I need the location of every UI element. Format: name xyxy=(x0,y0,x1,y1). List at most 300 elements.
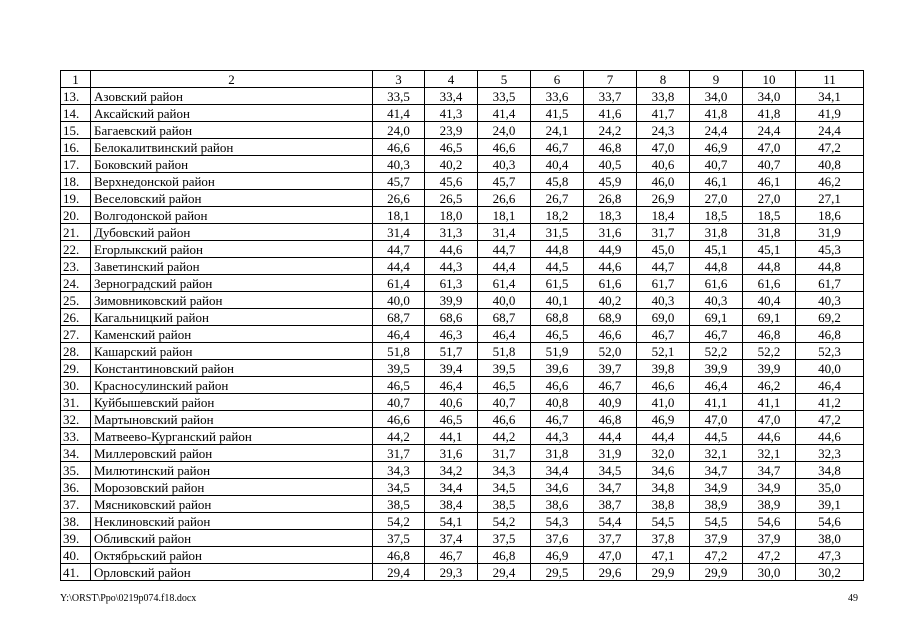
header-cell: 7 xyxy=(584,71,637,88)
value-cell: 39,9 xyxy=(690,360,743,377)
header-cell: 3 xyxy=(373,71,425,88)
value-cell: 34,5 xyxy=(478,479,531,496)
value-cell: 45,7 xyxy=(373,173,425,190)
value-cell: 46,3 xyxy=(425,326,478,343)
row-number: 28. xyxy=(61,343,91,360)
row-number: 33. xyxy=(61,428,91,445)
district-name: Октябрьский район xyxy=(91,547,373,564)
value-cell: 32,1 xyxy=(690,445,743,462)
value-cell: 44,7 xyxy=(478,241,531,258)
value-cell: 61,5 xyxy=(531,275,584,292)
table-row xyxy=(61,326,864,343)
value-cell: 47,0 xyxy=(743,139,796,156)
value-cell: 47,0 xyxy=(637,139,690,156)
value-cell: 44,4 xyxy=(373,258,425,275)
value-cell: 44,6 xyxy=(743,428,796,445)
value-cell: 34,2 xyxy=(425,462,478,479)
value-cell: 54,3 xyxy=(531,513,584,530)
table-row xyxy=(61,122,864,139)
table-row xyxy=(61,224,864,241)
table-row xyxy=(61,530,864,547)
value-cell: 34,4 xyxy=(425,479,478,496)
value-cell: 38,8 xyxy=(637,496,690,513)
row-number: 15. xyxy=(61,122,91,139)
value-cell: 54,6 xyxy=(796,513,864,530)
value-cell: 46,5 xyxy=(425,411,478,428)
value-cell: 46,4 xyxy=(373,326,425,343)
table-row xyxy=(61,309,864,326)
value-cell: 44,1 xyxy=(425,428,478,445)
value-cell: 44,4 xyxy=(584,428,637,445)
value-cell: 30,0 xyxy=(743,564,796,581)
value-cell: 40,0 xyxy=(796,360,864,377)
value-cell: 40,3 xyxy=(637,292,690,309)
district-name: Неклиновский район xyxy=(91,513,373,530)
value-cell: 46,6 xyxy=(531,377,584,394)
value-cell: 24,0 xyxy=(478,122,531,139)
value-cell: 52,2 xyxy=(743,343,796,360)
value-cell: 52,2 xyxy=(690,343,743,360)
value-cell: 46,6 xyxy=(373,411,425,428)
value-cell: 46,4 xyxy=(796,377,864,394)
value-cell: 40,3 xyxy=(796,292,864,309)
value-cell: 47,0 xyxy=(584,547,637,564)
table-row xyxy=(61,173,864,190)
page-number: 49 xyxy=(848,593,858,604)
district-name: Волгодонской район xyxy=(91,207,373,224)
value-cell: 31,8 xyxy=(690,224,743,241)
value-cell: 46,6 xyxy=(373,139,425,156)
value-cell: 54,1 xyxy=(425,513,478,530)
value-cell: 46,6 xyxy=(584,326,637,343)
value-cell: 31,8 xyxy=(531,445,584,462)
value-cell: 68,9 xyxy=(584,309,637,326)
value-cell: 24,4 xyxy=(690,122,743,139)
table-row xyxy=(61,190,864,207)
value-cell: 27,0 xyxy=(690,190,743,207)
district-name: Белокалитвинский район xyxy=(91,139,373,156)
value-cell: 37,8 xyxy=(637,530,690,547)
row-number: 34. xyxy=(61,445,91,462)
value-cell: 31,7 xyxy=(637,224,690,241)
table-row xyxy=(61,513,864,530)
value-cell: 29,6 xyxy=(584,564,637,581)
value-cell: 51,8 xyxy=(373,343,425,360)
value-cell: 34,0 xyxy=(743,88,796,105)
value-cell: 26,8 xyxy=(584,190,637,207)
value-cell: 44,6 xyxy=(584,258,637,275)
value-cell: 37,5 xyxy=(373,530,425,547)
value-cell: 34,1 xyxy=(796,88,864,105)
row-number: 38. xyxy=(61,513,91,530)
value-cell: 33,8 xyxy=(637,88,690,105)
value-cell: 18,0 xyxy=(425,207,478,224)
value-cell: 46,5 xyxy=(425,139,478,156)
row-number: 35. xyxy=(61,462,91,479)
table-row xyxy=(61,258,864,275)
value-cell: 38,0 xyxy=(796,530,864,547)
value-cell: 30,2 xyxy=(796,564,864,581)
value-cell: 45,1 xyxy=(743,241,796,258)
row-number: 13. xyxy=(61,88,91,105)
value-cell: 26,7 xyxy=(531,190,584,207)
value-cell: 31,6 xyxy=(584,224,637,241)
header-cell: 8 xyxy=(637,71,690,88)
value-cell: 38,5 xyxy=(373,496,425,513)
value-cell: 41,4 xyxy=(373,105,425,122)
row-number: 40. xyxy=(61,547,91,564)
table-row xyxy=(61,275,864,292)
value-cell: 40,4 xyxy=(743,292,796,309)
value-cell: 24,1 xyxy=(531,122,584,139)
value-cell: 34,7 xyxy=(584,479,637,496)
value-cell: 29,5 xyxy=(531,564,584,581)
value-cell: 46,2 xyxy=(796,173,864,190)
value-cell: 29,4 xyxy=(478,564,531,581)
value-cell: 46,2 xyxy=(743,377,796,394)
value-cell: 46,4 xyxy=(425,377,478,394)
value-cell: 46,6 xyxy=(478,411,531,428)
value-cell: 46,4 xyxy=(478,326,531,343)
value-cell: 31,7 xyxy=(478,445,531,462)
value-cell: 46,1 xyxy=(690,173,743,190)
value-cell: 45,7 xyxy=(478,173,531,190)
value-cell: 46,6 xyxy=(478,139,531,156)
value-cell: 68,7 xyxy=(373,309,425,326)
header-cell: 5 xyxy=(478,71,531,88)
value-cell: 46,7 xyxy=(690,326,743,343)
value-cell: 47,3 xyxy=(796,547,864,564)
value-cell: 34,6 xyxy=(531,479,584,496)
value-cell: 24,2 xyxy=(584,122,637,139)
value-cell: 39,8 xyxy=(637,360,690,377)
value-cell: 31,5 xyxy=(531,224,584,241)
value-cell: 40,9 xyxy=(584,394,637,411)
district-name: Азовский район xyxy=(91,88,373,105)
value-cell: 61,7 xyxy=(796,275,864,292)
district-name: Каменский район xyxy=(91,326,373,343)
value-cell: 68,8 xyxy=(531,309,584,326)
value-cell: 40,3 xyxy=(690,292,743,309)
value-cell: 39,6 xyxy=(531,360,584,377)
value-cell: 37,9 xyxy=(743,530,796,547)
value-cell: 46,0 xyxy=(637,173,690,190)
value-cell: 68,6 xyxy=(425,309,478,326)
value-cell: 26,5 xyxy=(425,190,478,207)
value-cell: 51,7 xyxy=(425,343,478,360)
value-cell: 38,7 xyxy=(584,496,637,513)
value-cell: 46,7 xyxy=(531,411,584,428)
value-cell: 18,3 xyxy=(584,207,637,224)
value-cell: 44,5 xyxy=(690,428,743,445)
value-cell: 47,1 xyxy=(637,547,690,564)
table-row xyxy=(61,105,864,122)
value-cell: 38,6 xyxy=(531,496,584,513)
district-name: Морозовский район xyxy=(91,479,373,496)
value-cell: 31,4 xyxy=(373,224,425,241)
value-cell: 40,6 xyxy=(425,394,478,411)
district-name: Кагальницкий район xyxy=(91,309,373,326)
value-cell: 47,2 xyxy=(796,139,864,156)
value-cell: 37,5 xyxy=(478,530,531,547)
value-cell: 37,6 xyxy=(531,530,584,547)
row-number: 26. xyxy=(61,309,91,326)
header-cell: 4 xyxy=(425,71,478,88)
value-cell: 37,7 xyxy=(584,530,637,547)
value-cell: 44,7 xyxy=(637,258,690,275)
value-cell: 52,1 xyxy=(637,343,690,360)
table-row xyxy=(61,479,864,496)
value-cell: 41,1 xyxy=(690,394,743,411)
value-cell: 61,6 xyxy=(743,275,796,292)
value-cell: 37,9 xyxy=(690,530,743,547)
value-cell: 40,2 xyxy=(584,292,637,309)
value-cell: 44,2 xyxy=(478,428,531,445)
district-name: Красносулинский район xyxy=(91,377,373,394)
value-cell: 18,2 xyxy=(531,207,584,224)
value-cell: 41,7 xyxy=(637,105,690,122)
value-cell: 34,8 xyxy=(637,479,690,496)
table-row xyxy=(61,564,864,581)
row-number: 30. xyxy=(61,377,91,394)
table-row xyxy=(61,343,864,360)
table-row xyxy=(61,394,864,411)
value-cell: 69,1 xyxy=(690,309,743,326)
value-cell: 27,1 xyxy=(796,190,864,207)
value-cell: 41,4 xyxy=(478,105,531,122)
row-number: 36. xyxy=(61,479,91,496)
value-cell: 45,3 xyxy=(796,241,864,258)
value-cell: 44,8 xyxy=(743,258,796,275)
value-cell: 39,1 xyxy=(796,496,864,513)
value-cell: 54,2 xyxy=(373,513,425,530)
value-cell: 46,8 xyxy=(584,411,637,428)
value-cell: 46,9 xyxy=(637,411,690,428)
table-row xyxy=(61,360,864,377)
value-cell: 33,5 xyxy=(478,88,531,105)
row-number: 32. xyxy=(61,411,91,428)
row-number: 25. xyxy=(61,292,91,309)
value-cell: 40,7 xyxy=(373,394,425,411)
value-cell: 18,5 xyxy=(743,207,796,224)
row-number: 31. xyxy=(61,394,91,411)
table-row xyxy=(61,411,864,428)
value-cell: 61,7 xyxy=(637,275,690,292)
value-cell: 33,5 xyxy=(373,88,425,105)
value-cell: 68,7 xyxy=(478,309,531,326)
row-number: 14. xyxy=(61,105,91,122)
table-row xyxy=(61,207,864,224)
value-cell: 40,7 xyxy=(690,156,743,173)
value-cell: 35,0 xyxy=(796,479,864,496)
value-cell: 47,2 xyxy=(743,547,796,564)
district-name: Орловский район xyxy=(91,564,373,581)
value-cell: 69,0 xyxy=(637,309,690,326)
row-number: 21. xyxy=(61,224,91,241)
district-name: Багаевский район xyxy=(91,122,373,139)
value-cell: 31,8 xyxy=(743,224,796,241)
table-row xyxy=(61,292,864,309)
value-cell: 31,7 xyxy=(373,445,425,462)
value-cell: 24,3 xyxy=(637,122,690,139)
value-cell: 41,8 xyxy=(690,105,743,122)
value-cell: 27,0 xyxy=(743,190,796,207)
value-cell: 61,4 xyxy=(373,275,425,292)
header-cell: 6 xyxy=(531,71,584,88)
table-row xyxy=(61,139,864,156)
value-cell: 46,1 xyxy=(743,173,796,190)
row-number: 41. xyxy=(61,564,91,581)
value-cell: 34,7 xyxy=(690,462,743,479)
value-cell: 26,6 xyxy=(478,190,531,207)
value-cell: 31,6 xyxy=(425,445,478,462)
value-cell: 46,7 xyxy=(531,139,584,156)
value-cell: 29,3 xyxy=(425,564,478,581)
value-cell: 40,2 xyxy=(425,156,478,173)
value-cell: 44,3 xyxy=(425,258,478,275)
table-row xyxy=(61,496,864,513)
value-cell: 18,1 xyxy=(373,207,425,224)
value-cell: 33,6 xyxy=(531,88,584,105)
header-row xyxy=(61,71,864,88)
value-cell: 24,4 xyxy=(743,122,796,139)
value-cell: 32,0 xyxy=(637,445,690,462)
table-row xyxy=(61,88,864,105)
value-cell: 41,9 xyxy=(796,105,864,122)
row-number: 22. xyxy=(61,241,91,258)
header-cell: 2 xyxy=(91,71,373,88)
value-cell: 40,1 xyxy=(531,292,584,309)
value-cell: 40,4 xyxy=(531,156,584,173)
district-name: Матвеево-Курганский район xyxy=(91,428,373,445)
value-cell: 61,6 xyxy=(584,275,637,292)
table-row xyxy=(61,445,864,462)
value-cell: 41,0 xyxy=(637,394,690,411)
value-cell: 69,1 xyxy=(743,309,796,326)
value-cell: 45,9 xyxy=(584,173,637,190)
data-table xyxy=(60,70,864,581)
header-cell: 9 xyxy=(690,71,743,88)
value-cell: 44,5 xyxy=(531,258,584,275)
value-cell: 33,4 xyxy=(425,88,478,105)
value-cell: 46,5 xyxy=(373,377,425,394)
value-cell: 61,6 xyxy=(690,275,743,292)
value-cell: 46,6 xyxy=(637,377,690,394)
value-cell: 44,8 xyxy=(796,258,864,275)
row-number: 20. xyxy=(61,207,91,224)
value-cell: 51,9 xyxy=(531,343,584,360)
value-cell: 40,0 xyxy=(373,292,425,309)
value-cell: 34,7 xyxy=(743,462,796,479)
value-cell: 38,4 xyxy=(425,496,478,513)
value-cell: 34,0 xyxy=(690,88,743,105)
district-name: Миллеровский район xyxy=(91,445,373,462)
value-cell: 46,7 xyxy=(637,326,690,343)
header-cell: 11 xyxy=(796,71,864,88)
row-number: 37. xyxy=(61,496,91,513)
table-row xyxy=(61,156,864,173)
value-cell: 46,8 xyxy=(796,326,864,343)
value-cell: 44,3 xyxy=(531,428,584,445)
value-cell: 41,1 xyxy=(743,394,796,411)
value-cell: 34,5 xyxy=(373,479,425,496)
value-cell: 34,9 xyxy=(690,479,743,496)
value-cell: 18,4 xyxy=(637,207,690,224)
value-cell: 24,0 xyxy=(373,122,425,139)
district-name: Заветинский район xyxy=(91,258,373,275)
value-cell: 39,5 xyxy=(373,360,425,377)
value-cell: 45,0 xyxy=(637,241,690,258)
value-cell: 26,9 xyxy=(637,190,690,207)
value-cell: 38,9 xyxy=(743,496,796,513)
value-cell: 31,9 xyxy=(796,224,864,241)
row-number: 29. xyxy=(61,360,91,377)
value-cell: 46,5 xyxy=(531,326,584,343)
value-cell: 39,9 xyxy=(743,360,796,377)
value-cell: 40,7 xyxy=(478,394,531,411)
value-cell: 31,9 xyxy=(584,445,637,462)
district-name: Веселовский район xyxy=(91,190,373,207)
value-cell: 41,5 xyxy=(531,105,584,122)
value-cell: 29,9 xyxy=(637,564,690,581)
value-cell: 31,4 xyxy=(478,224,531,241)
value-cell: 47,0 xyxy=(743,411,796,428)
value-cell: 54,2 xyxy=(478,513,531,530)
value-cell: 34,8 xyxy=(796,462,864,479)
value-cell: 33,7 xyxy=(584,88,637,105)
value-cell: 47,2 xyxy=(796,411,864,428)
value-cell: 40,0 xyxy=(478,292,531,309)
district-name: Верхнедонской район xyxy=(91,173,373,190)
district-name: Куйбышевский район xyxy=(91,394,373,411)
value-cell: 18,1 xyxy=(478,207,531,224)
district-name: Боковский район xyxy=(91,156,373,173)
value-cell: 23,9 xyxy=(425,122,478,139)
value-cell: 69,2 xyxy=(796,309,864,326)
value-cell: 31,3 xyxy=(425,224,478,241)
value-cell: 40,3 xyxy=(373,156,425,173)
district-name: Зерноградский район xyxy=(91,275,373,292)
value-cell: 32,1 xyxy=(743,445,796,462)
value-cell: 46,5 xyxy=(478,377,531,394)
value-cell: 26,6 xyxy=(373,190,425,207)
header-cell: 1 xyxy=(61,71,91,88)
value-cell: 37,4 xyxy=(425,530,478,547)
value-cell: 44,2 xyxy=(373,428,425,445)
value-cell: 34,3 xyxy=(373,462,425,479)
value-cell: 40,8 xyxy=(796,156,864,173)
value-cell: 44,6 xyxy=(796,428,864,445)
district-name: Аксайский район xyxy=(91,105,373,122)
table-row xyxy=(61,377,864,394)
row-number: 23. xyxy=(61,258,91,275)
district-name: Зимовниковский район xyxy=(91,292,373,309)
value-cell: 44,6 xyxy=(425,241,478,258)
value-cell: 29,9 xyxy=(690,564,743,581)
value-cell: 44,8 xyxy=(531,241,584,258)
district-name: Мартыновский район xyxy=(91,411,373,428)
value-cell: 46,8 xyxy=(478,547,531,564)
value-cell: 46,8 xyxy=(373,547,425,564)
value-cell: 46,8 xyxy=(584,139,637,156)
value-cell: 44,4 xyxy=(637,428,690,445)
value-cell: 34,5 xyxy=(584,462,637,479)
table-row xyxy=(61,428,864,445)
value-cell: 47,2 xyxy=(690,547,743,564)
value-cell: 32,3 xyxy=(796,445,864,462)
value-cell: 40,7 xyxy=(743,156,796,173)
value-cell: 38,5 xyxy=(478,496,531,513)
